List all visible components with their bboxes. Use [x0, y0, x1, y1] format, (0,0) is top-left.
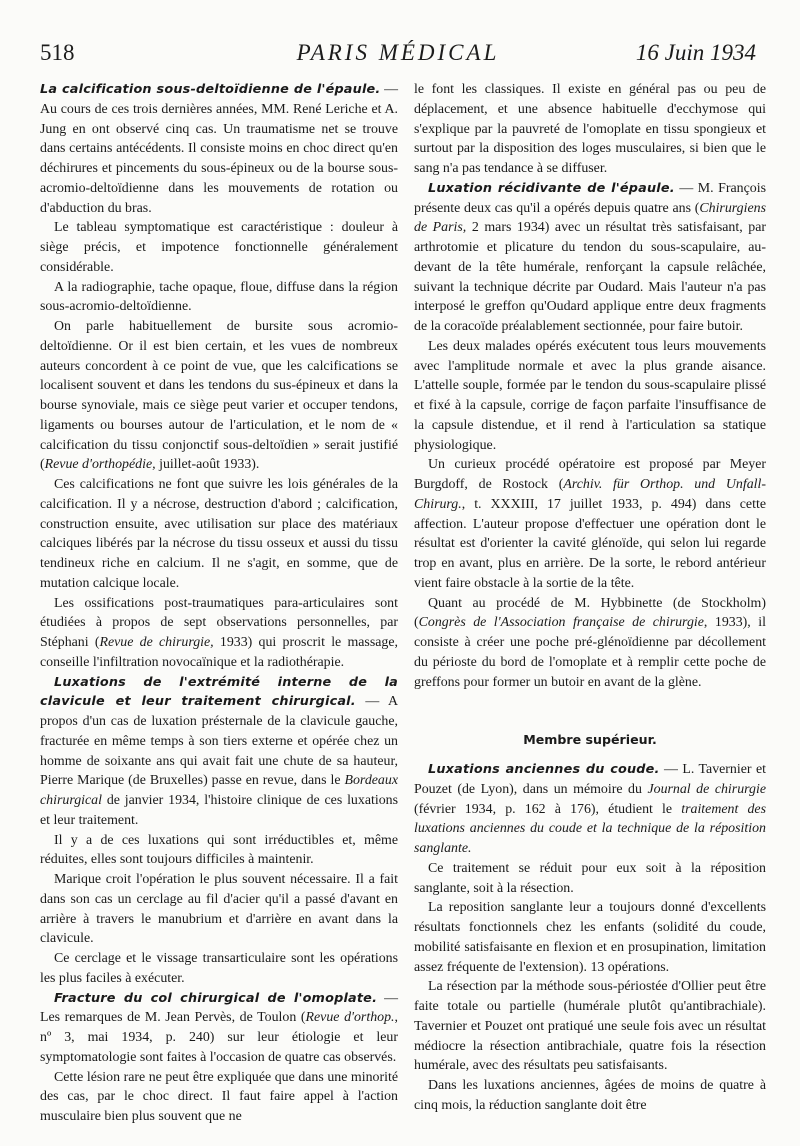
section-lead: Luxation récidivante de l'épaule.	[428, 180, 675, 196]
paragraph: Les deux malades opérés exécutent tous leurs mouvements avec l'amplitude normale et avec la plus grande aisance. L'attelle souple, formée par le tendon du sous-scapulaire plissé et fixé à la capsule, corrige de façon parfaite l'insuffisance de la capsule distendue, et il rend à l'articulation sa statique physiologique.	[414, 338, 766, 453]
citation: Bordeaux chirurgical	[40, 773, 398, 808]
paragraph: La résection par la méthode sous-périostée d'Ollier peut être faite totale ou partielle (humérale plutôt qu'antibrachiale). Tavernier et Pouzet ont pratiqué une seule fois avec un résultat médiocre la résection antibrachiale, quatre fois la résection humérale, avec des résultats peu satisfaisants.	[414, 979, 766, 1074]
paragraph: Ces calcifications ne font que suivre les lois générales de la calcification. Il y a nécrose, destruction d'abord ; calcification, construction ensuite, avec utilisation sur place des matériaux calciques libérés par la nécrose du tissu osseux et aussi du tissu tendineux riche en calcium. Il ne s'agit, en somme, que de mutation calcique locale.	[40, 477, 398, 591]
page-number: 518	[40, 40, 75, 65]
section-lead: Fracture du col chirurgical de l'omoplate.	[54, 990, 378, 1006]
citation: Revue d'orthopédie,	[44, 457, 156, 473]
citation: Journal de chirurgie	[647, 781, 766, 797]
paragraph: le font les classiques. Il existe en général pas ou peu de déplacement, et une absence habituelle d'ecchymose qui s'explique par la pauvreté de l'omoplate en tissu spongieux et surtout par la disposition des loges musculaires, si bien que le sang n'a pas tendance à se diffuser.	[414, 82, 766, 176]
section-lead: Luxations de l'extrémité interne de la clavicule et leur traitement chirurgical.	[40, 674, 398, 710]
paragraph: A la radiographie, tache opaque, floue, diffuse dans la région sous-acromio-deltoïdienne.	[40, 279, 398, 315]
paragraph: Fracture du col chirurgical de l'omoplate. — Les remarques de M. Jean Pervès, de Toulon (Revue d'orthop., nº 3, mai 1934, p. 240) sur leur étiologie et leur symptomatologie sont faites à l'occasion de quatre cas observés.	[40, 990, 398, 1065]
paragraph: On parle habituellement de bursite sous acromio-deltoïdienne. Or il est bien certain, et les vues de nombreux auteurs concordent à ce point de vue, que les calcifications se localisent souvent et dans les tendons du sus-épineux et dans la bourse synoviale, mais ce siège peut varier et occuper tendons, ligaments ou bourses autour de l'articulation, et le nom de « calcification du tissu conjonctif sous-deltoïdien » serait justifié (Revue d'orthopédie, juillet-août 1933).	[40, 319, 398, 473]
left-column	[40, 80, 398, 1127]
citation: Revue d'orthop.	[305, 1010, 395, 1026]
issue-date: 16 Juin 1934	[635, 40, 756, 65]
paragraph: Luxations de l'extrémité interne de la clavicule et leur traitement chirurgical. — A propos d'un cas de luxation présternale de la clavicule gauche, fracturée en même temps à son tiers externe et opérée chez un homme de soixante ans qui avait fait une chute de sa hauteur, Pierre Marique (de Bruxelles) passe en revue, dans le Bordeaux chirurgical de janvier 1934, l'histoire clinique de ces luxations et leur traitement.	[40, 674, 399, 828]
paragraph: Ce cerclage et le vissage transarticulaire sont les opérations les plus faciles à exécuter.	[40, 951, 398, 986]
section-heading: Membre supérieur.	[523, 732, 657, 748]
citation: Chirurgiens de Paris,	[414, 200, 766, 236]
paragraph: Les ossifications post-traumatiques para-articulaires sont étudiées à propos de sept observations personnelles, par Stéphani (Revue de chirurgie, 1933) qui proscrit le massage, conseille l'infiltration novocaïnique et la radiothérapie.	[40, 595, 398, 670]
citation: Archiv. für Orthop. und Unfall-Chirurg.	[414, 477, 766, 512]
section-lead: La calcification sous-deltoïdienne de l'épaule.	[40, 82, 381, 97]
paragraph: Un curieux procédé opératoire est proposé par Meyer Burgdoff, de Rostock (Archiv. für Orthop. und Unfall-Chirurg., t. XXXIII, 17 juillet 1933, p. 494) dans cette affection. L'auteur propose d'effectuer une opération dont le résultat est d'orienter la cavité glénoïde, qui selon lui regarde trop en avant, plus en arrière. De la sorte, le rebord antérieur vient faire obstacle à la sortie de la tête.	[414, 457, 766, 591]
paragraph: Le tableau symptomatique est caractéristique : douleur à siège précis, et impotence fonctionnelle généralement considérable.	[40, 220, 398, 275]
paragraph: Ce traitement se réduit pour eux soit à la réposition sanglante, soit à la résection.	[414, 860, 766, 896]
journal-title: PARIS MÉDICAL	[296, 40, 500, 65]
paragraph: Quant au procédé de M. Hybbinette (de Stockholm) (Congrès de l'Association française de chirurgie, 1933), il consiste à créer une poche pré-glénoïdienne par décollement du périoste du bord de l'omoplate et à remplir cette poche de greffons pour former un butoir en avant de la glène.	[414, 595, 766, 690]
right-column	[414, 80, 766, 1116]
paragraph: La calcification sous-deltoïdienne de l'épaule. — Au cours de ces trois dernières années, MM. René Leriche et A. Jung en ont observé cinq cas. Un traumatisme net se trouve dans certains antécédents. Il consiste moins en choc direct qu'en déchirures et pincements du sous-épineux ou de la bourse sous-acromio-deltoïdienne dans les mouvements de rotation ou d'abduction du bras.	[40, 82, 398, 216]
citation: Revue de chirurgie,	[99, 635, 214, 650]
running-header	[40, 40, 756, 74]
paragraph: Dans les luxations anciennes, âgées de moins de quatre à cinq mois, la réduction sanglante doit être	[414, 1078, 766, 1113]
paragraph: Luxation récidivante de l'épaule. — M. François présente deux cas qu'il a opérés depuis quatre ans (Chirurgiens de Paris, 2 mars 1934) avec un résultat très satisfaisant, par arthrotomie et plicature du tendon du sous-scapulaire, au-devant de la tête humérale, renforçant la capsule relâchée, suivant la technique décrite par Oudard. Mais l'auteur n'a pas interposé le greffon qu'Oudard applique entre deux fragments de la coracoïde préalablement sectionnée, pour faire butoir.	[414, 180, 766, 334]
citation: traitement des luxations anciennes du coude et la technique de la réposition sanglante.	[414, 801, 766, 856]
paragraph: La reposition sanglante leur a toujours donné d'excellents résultats fonctionnels chez les enfants (solidité du coude, mobilité satisfaisante en flexion et en prosupination, limitation assez fréquente de l'extension). 13 opérations.	[414, 900, 766, 975]
paragraph: Cette lésion rare ne peut être expliquée que dans une minorité des cas, par le choc direct. Il faut faire appel à l'action musculaire bien plus souvent que ne	[40, 1069, 398, 1124]
citation: Congrès de l'Association française de chirurgie	[418, 615, 704, 631]
paragraph: Il y a de ces luxations qui sont irréductibles et, même réduites, elles sont toujours difficiles à maintenir.	[40, 832, 398, 868]
paragraph: Luxations anciennes du coude. — L. Tavernier et Pouzet (de Lyon), dans un mémoire du Journal de chirurgie (février 1934, p. 162 à 176), étudient le traitement des luxations anciennes du coude et la technique de la réposition sanglante.	[414, 762, 766, 856]
paragraph: Marique croit l'opération le plus souvent nécessaire. Il a fait dans son cas un cerclage au fil d'acier qu'il a passé d'avant en arrière à travers le manubrium et d'arrière en avant dans la clavicule.	[40, 872, 398, 947]
section-lead: Luxations anciennes du coude.	[428, 762, 660, 777]
